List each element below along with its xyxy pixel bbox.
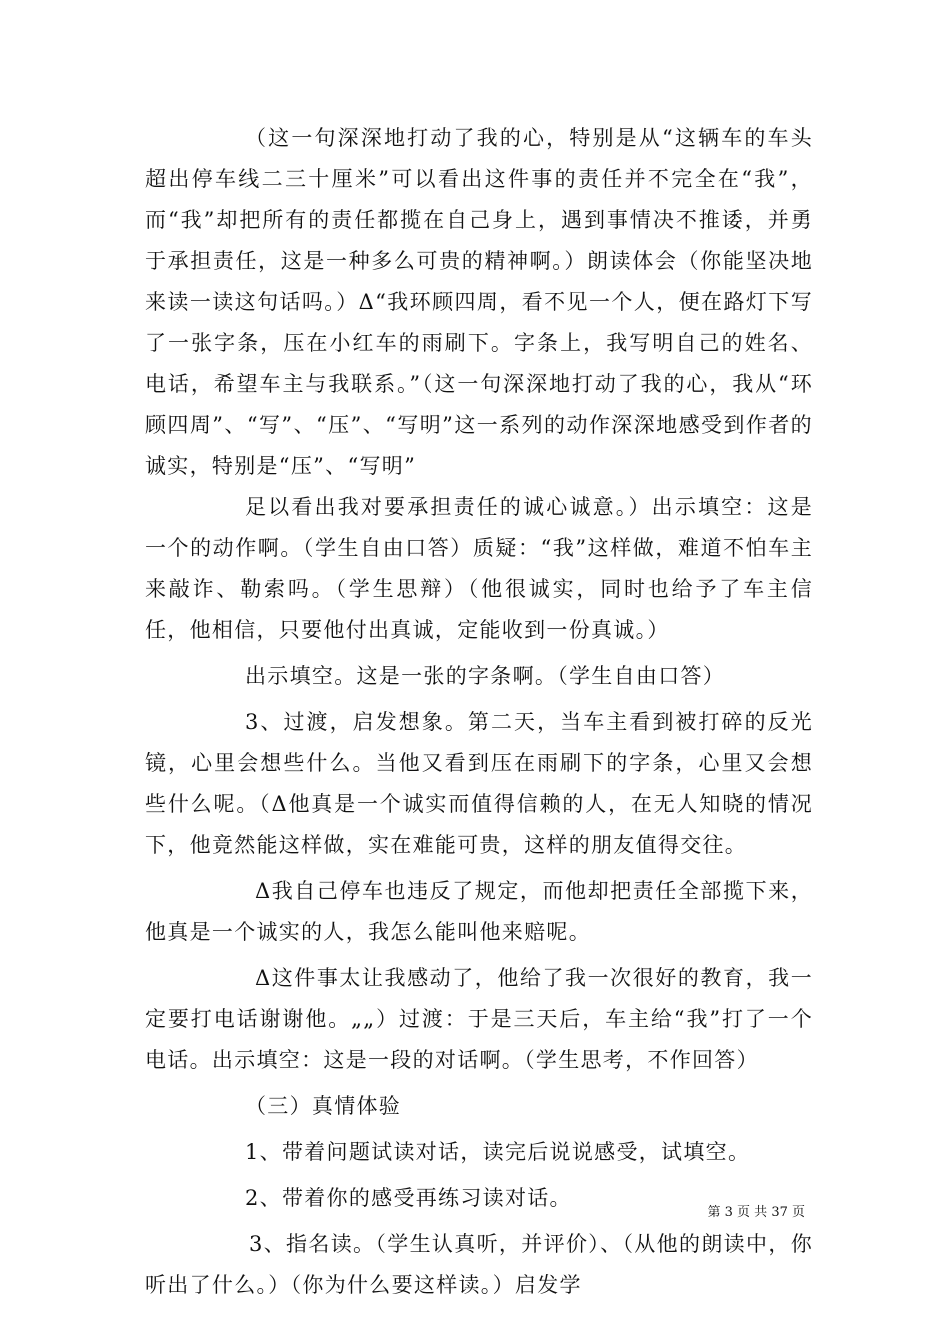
paragraph-1: （这一句深深地打动了我的心，特别是从“这辆车的车头超出停车线二三十厘米”可以看出这件事的责任并不完全在“我”，而“我”却把所有的责任都揽在自己身上，遇到事情决不推诿，并勇于承担责任，这是一种多么可贵的精神啊。）朗读体会（你能坚决地来读一读这句话吗。）Δ“我环顾四周，看不见一个人，便在路灯下写了一张字条，压在小红车的雨刷下。字条上，我写明自己的姓名、电话，希望车主与我联系。”（这一句深深地打动了我的心，我从“环顾四周”、“写”、“压”、“写明”这一系列的动作深深地感受到作者的诚实，特别是“压”、“写明”: [145, 126, 813, 478]
paragraph-3: 出示填空。这是一张的字条啊。（学生自由口答）: [245, 664, 726, 688]
paragraph-2: 足以看出我对要承担责任的诚心诚意。）出示填空：这是一个的动作啊。（学生自由口答）质疑：“我”这样做，难道不怕车主来敲诈、勒索吗。（学生思辩）（他很诚实，同时也给予了车主信任，他相信，只要他付出真诚，定能收到一份真诚。）: [145, 495, 813, 642]
page-footer: 第 3 页 共 37 页: [707, 1205, 805, 1220]
paragraph-6: Δ这件事太让我感动了，他给了我一次很好的教育，我一定要打电话谢谢他。„„）过渡：于是三天后，车主给“我”打了一个电话。出示填空：这是一段的对话啊。（学生思考，不作回答）: [145, 966, 813, 1072]
section-heading: （三）真情体验: [245, 1094, 402, 1118]
paragraph-9: 3、指名读。（学生认真听，并评价）、（从他的朗读中，你听出了什么。）（你为什么要这样读。）启发学: [145, 1232, 813, 1297]
body-text: [145, 118, 813, 1306]
paragraph-5: Δ我自己停车也违反了规定，而他却把责任全部揽下来，他真是一个诚实的人，我怎么能叫他来赔呢。: [145, 879, 813, 944]
paragraph-8: 2、带着你的感受再练习读对话。: [245, 1186, 572, 1210]
paragraph-7: 1、带着问题试读对话，读完后说说感受，试填空。: [245, 1140, 751, 1164]
paragraph-4: 3、过渡，启发想象。第二天，当车主看到被打碎的反光镜，心里会想些什么。当他又看到压在雨刷下的字条，心里又会想些什么呢。（Δ他真是一个诚实而值得信赖的人，在无人知晓的情况下，他竟然能这样做，实在难能可贵，这样的朋友值得交往。: [145, 710, 813, 857]
